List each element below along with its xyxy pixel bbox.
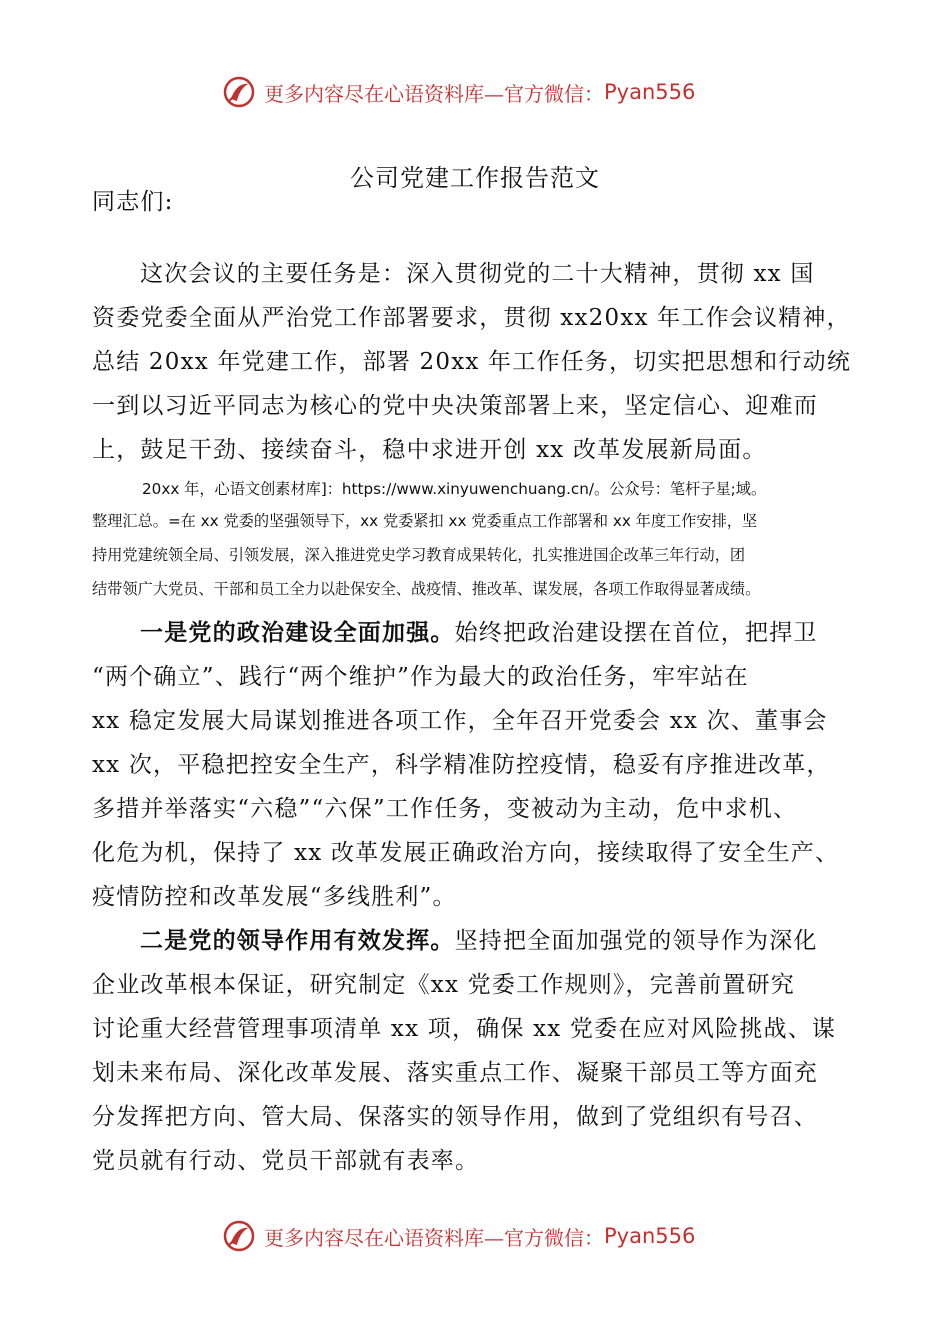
intro-line: 上，鼓足干劲、接续奋斗，稳中求进开创 xx 改革发展新局面。 (92, 437, 767, 463)
section1-heading: 一是党的政治建设全面加强。 (140, 619, 455, 646)
section1-line: “两个确立”、践行“两个维护”作为最大的政治任务，牢牢站在 (92, 664, 749, 690)
section2-heading: 二是党的领导作用有效发挥。 (140, 927, 455, 954)
greeting: 同志们: (92, 189, 174, 215)
document-title: 公司党建工作报告范文 (350, 164, 600, 192)
section2-line: 企业改革根本保证，研究制定《xx 党委工作规则》，完善前置研究 (92, 972, 795, 998)
section1-first-line (140, 617, 818, 649)
summary-line: 20xx 年，心语文创素材库]：https://www.xinyuwenchuang.cn/。公众号：笔杆子星;域。 (142, 480, 767, 498)
section1-line: xx 稳定发展大局谋划推进各项工作，全年召开党委会 xx 次、董事会 (92, 708, 828, 734)
section2-first-line (140, 925, 818, 957)
section2-line: 党员就有行动、党员干部就有表率。 (92, 1148, 480, 1174)
intro-line: 这次会议的主要任务是：深入贯彻党的二十大精神，贯彻 xx 国 (140, 261, 815, 287)
section2-line: 划未来布局、深化改革发展、落实重点工作、凝聚干部员工等方面充 (92, 1060, 818, 1086)
intro-line: 总结 20xx 年党建工作，部署 20xx 年工作任务，切实把思想和行动统 (92, 349, 852, 375)
section1-text: 始终把政治建设摆在首位，把捍卫 (454, 620, 818, 646)
wechat-id: Pyan556 (604, 80, 696, 104)
intro-line: 资委党委全面从严治党工作部署要求，贯彻 xx20xx 年工作会议精神， (92, 305, 851, 331)
section1-line: 多措并举落实“六稳”“六保”工作任务，变被动为主动，危中求机、 (92, 796, 798, 822)
section2-text: 坚持把全面加强党的领导作为深化 (454, 928, 818, 954)
intro-line: 一到以习近平同志为核心的党中央决策部署上来，坚定信心、迎难而 (92, 393, 818, 419)
banner-text: 更多内容尽在心语资料库—官方微信： (264, 81, 604, 106)
banner-text: 更多内容尽在心语资料库—官方微信： (264, 1225, 604, 1250)
summary-line: 整理汇总。=在 xx 党委的坚强领导下，xx 党委紧扣 xx 党委重点工作部署和 xx 年度工作安排，坚 (92, 512, 758, 530)
footer-banner (222, 1216, 742, 1256)
summary-line: 结带领广大党员、干部和员工全力以赴保安全、战疫情、推改革、谋发展，各项工作取得显著成绩。 (92, 580, 761, 598)
section1-line: xx 次，平稳把控安全生产，科学精准防控疫情，稳妥有序推进改革， (92, 752, 831, 778)
section1-line: 化危为机，保持了 xx 改革发展正确政治方向，接续取得了安全生产、 (92, 840, 840, 866)
section1-line: 疫情防控和改革发展“多线胜利”。 (92, 884, 457, 910)
header-banner (222, 72, 742, 112)
section2-line: 讨论重大经营管理事项清单 xx 项，确保 xx 党委在应对风险挑战、谋 (92, 1016, 837, 1042)
wechat-id: Pyan556 (604, 1224, 696, 1248)
summary-line: 持用党建统领全局、引领发展，深入推进党史学习教育成果转化，扎实推进国企改革三年行动，团 (92, 546, 746, 564)
logo-icon (222, 1219, 256, 1253)
logo-icon (222, 75, 256, 109)
section2-line: 分发挥把方向、管大局、保落实的领导作用，做到了党组织有号召、 (92, 1104, 818, 1130)
